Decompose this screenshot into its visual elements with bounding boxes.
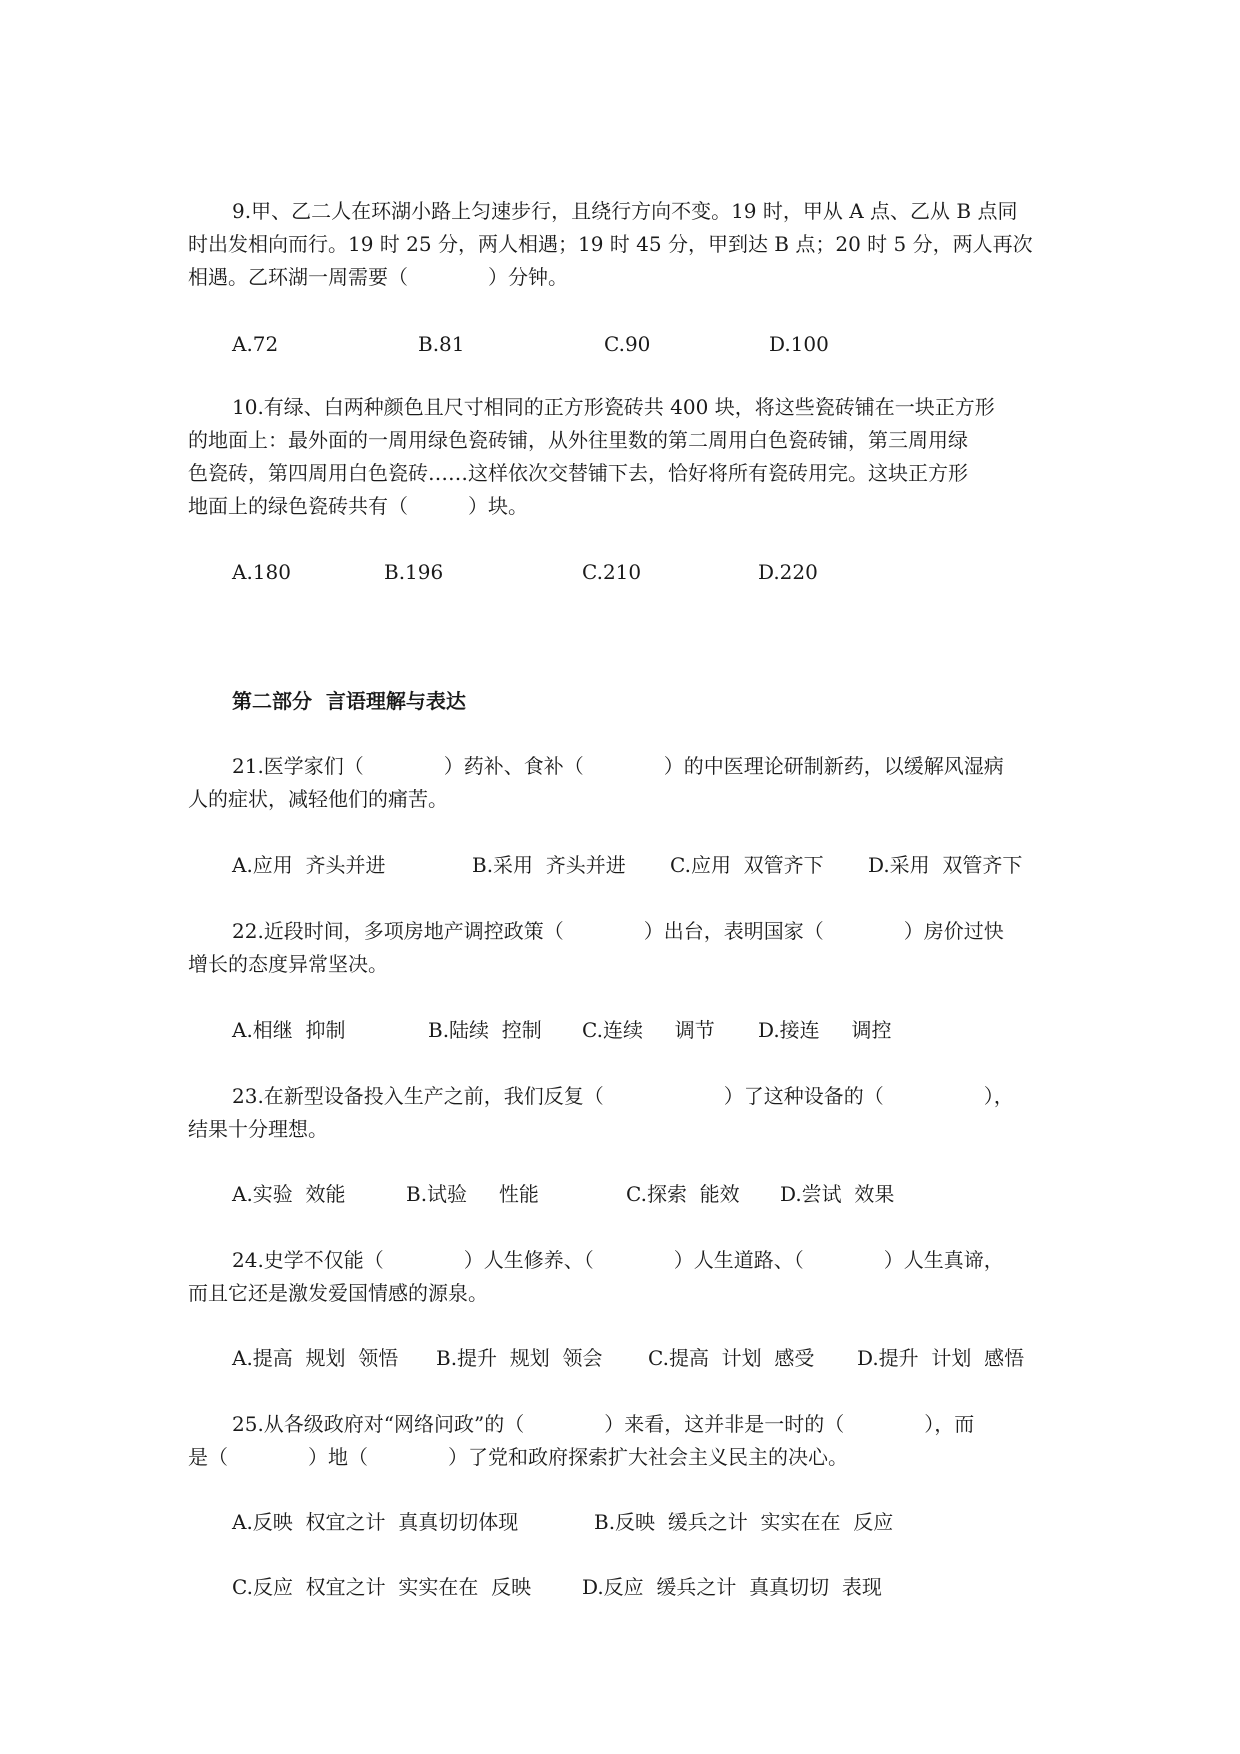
question-24-option-b: B.提升 规划 领会 bbox=[436, 1346, 603, 1370]
question-10-line-4: 地面上的绿色瓷砖共有（ ）块。 bbox=[188, 494, 528, 518]
question-10-option-d: D.220 bbox=[758, 560, 818, 584]
question-22-line-1: 22.近段时间，多项房地产调控政策（ ）出台，表明国家（ ）房价过快 bbox=[232, 919, 1004, 943]
question-22-option-c: C.连续 调节 bbox=[582, 1018, 715, 1042]
question-9-option-b: B.81 bbox=[418, 332, 465, 356]
question-21-option-c: C.应用 双管齐下 bbox=[670, 853, 824, 877]
question-22-option-b: B.陆续 控制 bbox=[428, 1018, 542, 1042]
question-10-line-1: 10.有绿、白两种颜色且尺寸相同的正方形瓷砖共 400 块，将这些瓷砖铺在一块正方形 bbox=[232, 395, 995, 419]
question-9-option-c: C.90 bbox=[604, 332, 651, 356]
question-23-option-d: D.尝试 效果 bbox=[780, 1182, 895, 1206]
question-25-line-1: 25.从各级政府对“网络问政”的（ ）来看，这并非是一时的（ ），而 bbox=[232, 1412, 975, 1436]
question-21-line-1: 21.医学家们（ ）药补、食补（ ）的中医理论研制新药，以缓解风湿病 bbox=[232, 754, 1004, 778]
question-9-line-3: 相遇。乙环湖一周需要（ ）分钟。 bbox=[188, 265, 568, 289]
question-23-option-c: C.探索 能效 bbox=[626, 1182, 740, 1206]
question-23-option-b: B.试验 性能 bbox=[406, 1182, 539, 1206]
question-24-line-1: 24.史学不仅能（ ）人生修养、（ ）人生道路、（ ）人生真谛， bbox=[232, 1248, 1004, 1272]
question-21-option-a: A.应用 齐头并进 bbox=[232, 853, 386, 877]
question-21-line-2: 人的症状，减轻他们的痛苦。 bbox=[188, 787, 448, 811]
question-10-option-b: B.196 bbox=[384, 560, 444, 584]
question-24-option-d: D.提升 计划 感悟 bbox=[857, 1346, 1025, 1370]
question-22-line-2: 增长的态度异常坚决。 bbox=[188, 952, 388, 976]
question-10-option-a: A.180 bbox=[232, 560, 291, 584]
question-10-line-3: 色瓷砖，第四周用白色瓷砖……这样依次交替铺下去，恰好将所有瓷砖用完。这块正方形 bbox=[188, 461, 968, 485]
question-25-option-b: B.反映 缓兵之计 实实在在 反应 bbox=[594, 1510, 894, 1534]
question-22-option-d: D.接连 调控 bbox=[758, 1018, 892, 1042]
question-9-line-2: 时出发相向而行。19 时 25 分，两人相遇；19 时 45 分，甲到达 B 点；20 时 5 分，两人再次 bbox=[188, 232, 1033, 256]
question-9-line-1: 9.甲、乙二人在环湖小路上匀速步行，且绕行方向不变。19 时，甲从 A 点、乙从 B 点同 bbox=[232, 199, 1018, 223]
question-10-option-c: C.210 bbox=[582, 560, 642, 584]
section-heading: 第二部分 言语理解与表达 bbox=[232, 689, 466, 713]
question-24-line-2: 而且它还是激发爱国情感的源泉。 bbox=[188, 1281, 488, 1305]
question-9-option-a: A.72 bbox=[232, 332, 279, 356]
question-10-line-2: 的地面上：最外面的一周用绿色瓷砖铺，从外往里数的第二周用白色瓷砖铺，第三周用绿 bbox=[188, 428, 968, 452]
question-25-option-c: C.反应 权宜之计 实实在在 反映 bbox=[232, 1575, 532, 1599]
question-23-option-a: A.实验 效能 bbox=[232, 1182, 346, 1206]
question-21-option-d: D.采用 双管齐下 bbox=[868, 853, 1023, 877]
question-23-line-1: 23.在新型设备投入生产之前，我们反复（ ）了这种设备的（ ）， bbox=[232, 1084, 1014, 1108]
question-24-option-a: A.提高 规划 领悟 bbox=[232, 1346, 399, 1370]
question-22-option-a: A.相继 抑制 bbox=[232, 1018, 346, 1042]
question-25-option-d: D.反应 缓兵之计 真真切切 表现 bbox=[582, 1575, 882, 1599]
question-24-option-c: C.提高 计划 感受 bbox=[648, 1346, 815, 1370]
question-25-option-a: A.反映 权宜之计 真真切切体现 bbox=[232, 1510, 519, 1534]
question-25-line-2: 是（ ）地（ ）了党和政府探索扩大社会主义民主的决心。 bbox=[188, 1445, 848, 1469]
question-23-line-2: 结果十分理想。 bbox=[188, 1117, 328, 1141]
question-9-option-d: D.100 bbox=[769, 332, 829, 356]
question-21-option-b: B.采用 齐头并进 bbox=[472, 853, 626, 877]
